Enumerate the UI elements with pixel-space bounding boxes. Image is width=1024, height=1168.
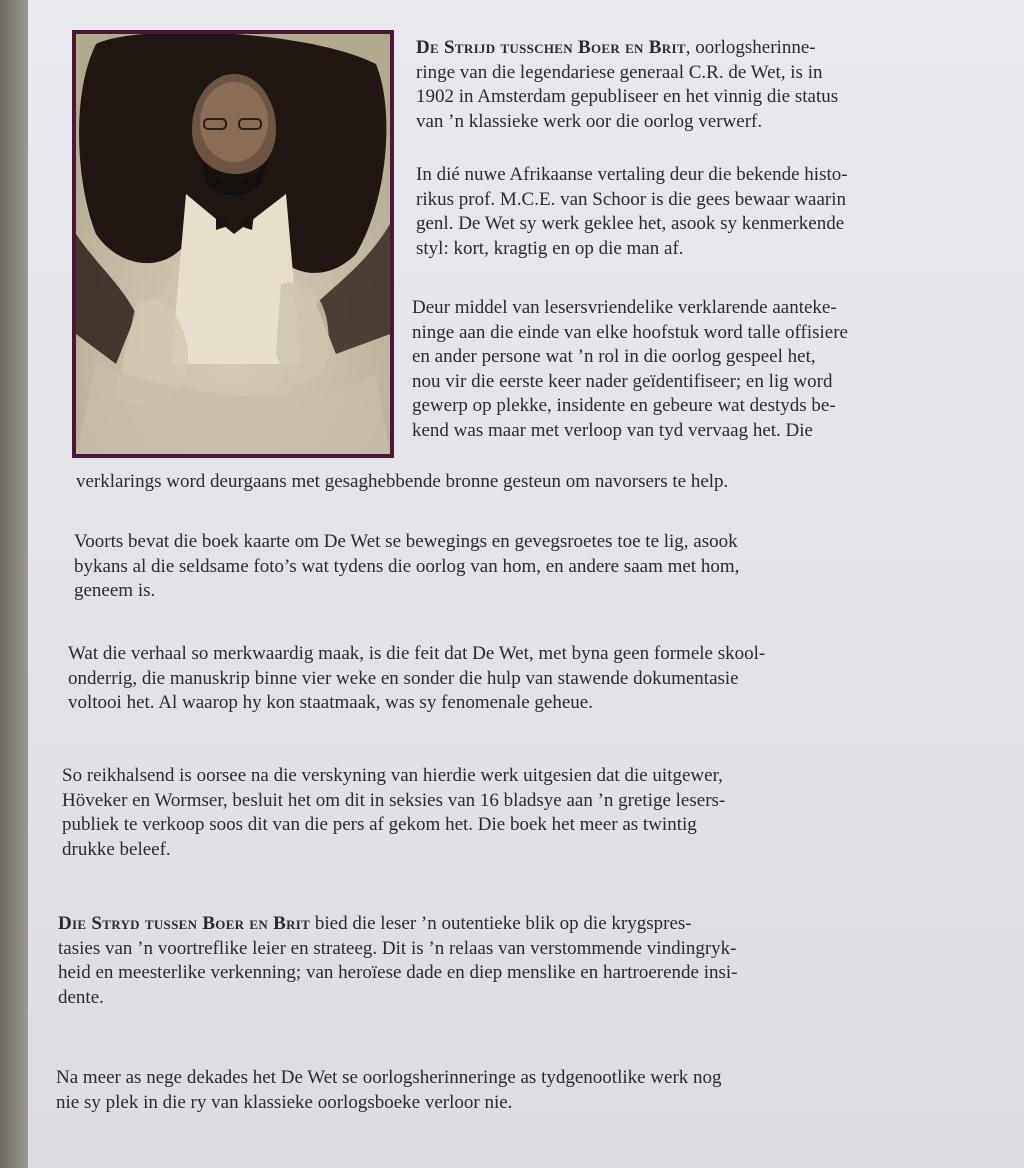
line: , oorlogsherinne- bbox=[685, 37, 816, 58]
paragraph-7 bbox=[58, 912, 993, 1010]
line: ninge aan die einde van elke hoofstuk word talle offisiere bbox=[412, 321, 848, 343]
line: Voorts bevat die boek kaarte om De Wet se bewegings en gevegsroetes toe te lig, asook bbox=[74, 531, 738, 552]
line: nou vir die eerste keer nader geïdentifiseer; en lig word bbox=[412, 370, 833, 392]
line: In dié nuwe Afrikaanse vertaling deur die bekende histo- bbox=[416, 164, 848, 185]
line: bied die leser ’n outentieke blik op die krygspres- bbox=[310, 913, 692, 934]
line: So reikhalsend is oorsee na die verskyning van hierdie werk uitgesien dat die uitgewer, bbox=[62, 765, 723, 786]
line: geneem is. bbox=[74, 580, 156, 601]
line: bykans al die seldsame foto’s wat tydens die oorlog van hom, en andere saam met hom, bbox=[74, 555, 740, 577]
paragraph-1 bbox=[416, 36, 976, 134]
line: onderrig, die manuskrip binne vier weke en sonder die hulp van stawende dokumentasie bbox=[68, 667, 739, 689]
book-title-afrikaans: Die Stryd tussen Boer en Brit bbox=[58, 913, 311, 934]
line: kend was maar met verloop van tyd vervaag het. Die bbox=[412, 419, 813, 441]
line: 1902 in Amsterdam gepubliseer en het vinnig die status bbox=[416, 86, 839, 107]
book-title: De Strijd tusschen Boer en Brit bbox=[416, 37, 686, 58]
paragraph-3-continued bbox=[76, 470, 976, 495]
line: Deur middel van lesersvriendelike verklarende aanteke- bbox=[412, 297, 837, 318]
line: Na meer as nege dekades het De Wet se oorlogsherinneringe as tydgenootlike werk nog bbox=[56, 1067, 722, 1088]
line: van ’n klassieke werk oor die oorlog verwerf. bbox=[416, 110, 763, 132]
portrait-photo bbox=[72, 30, 394, 458]
line: nie sy plek in die ry van klassieke oorlogsboeke verloor nie. bbox=[56, 1091, 513, 1113]
line: genl. De Wet sy werk geklee het, asook sy kenmerkende bbox=[416, 213, 845, 234]
line: en ander persone wat ’n rol in die oorlog gespeel het, bbox=[412, 346, 816, 367]
line: Höveker en Wormser, besluit het om dit in seksies van 16 bladsye aan ’n gretige lesers- bbox=[62, 789, 726, 811]
line: styl: kort, kragtig en op die man af. bbox=[416, 237, 684, 259]
paragraph-3 bbox=[412, 296, 982, 443]
line: tasies van ’n voortreflike leier en strateeg. Dit is ’n relaas van verstommende vindingryk- bbox=[58, 937, 737, 959]
paragraph-2 bbox=[416, 163, 976, 261]
line: publiek te verkoop soos dit van die pers af gekom het. Die boek het meer as twintig bbox=[62, 814, 697, 835]
line: Wat die verhaal so merkwaardig maak, is die feit dat De Wet, met byna geen formele skool- bbox=[68, 643, 766, 664]
paragraph-5 bbox=[68, 642, 993, 716]
line: drukke beleef. bbox=[62, 838, 171, 860]
paragraph-8 bbox=[56, 1066, 996, 1115]
line: ringe van die legendariese generaal C.R. de Wet, is in bbox=[416, 61, 823, 83]
paragraph-6 bbox=[62, 764, 992, 862]
portrait-image bbox=[76, 34, 390, 454]
line: verklarings word deurgaans met gesaghebbende bronne gesteun om navorsers te help. bbox=[76, 471, 729, 492]
line: voltooi het. Al waarop hy kon staatmaak, was sy fenomenale geheue. bbox=[68, 692, 593, 713]
paragraph-4 bbox=[74, 530, 994, 604]
line: rikus prof. M.C.E. van Schoor is die gees bewaar waarin bbox=[416, 188, 847, 210]
line: dente. bbox=[58, 986, 104, 1008]
line: heid en meesterlike verkenning; van heroïese dade en diep menslike en hartroerende insi- bbox=[58, 962, 738, 983]
line: gewerp op plekke, insidente en gebeure wat destyds be- bbox=[412, 395, 836, 416]
page-left-edge bbox=[0, 0, 28, 1168]
